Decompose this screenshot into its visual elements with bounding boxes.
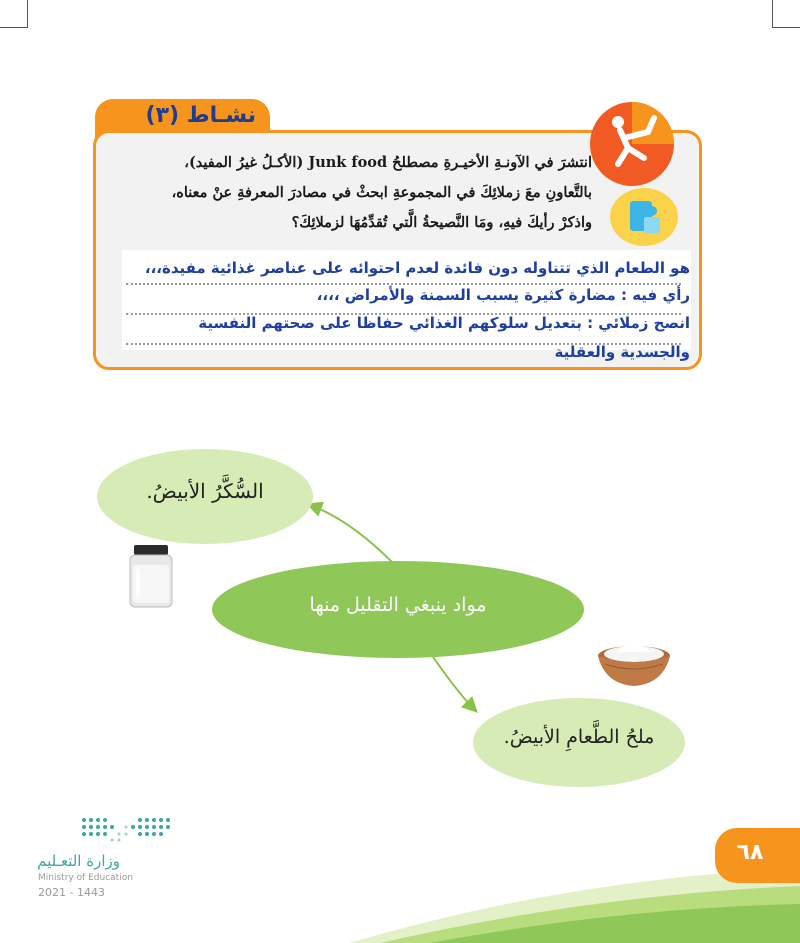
page-number-tab [715,828,800,883]
sugar-label: السُّكَّرُ الأبيضُ. [146,479,264,503]
activity-prompt-line: بالتَّعاونِ معَ زملائِكَ في المجموعةِ ابحثْ في مصادرَ المعرفةِ عنْ معناه، [171,184,592,201]
activity-title: نشـاط (٣) [145,103,256,128]
center-label: مواد ينبغي التقليل منها [309,594,487,616]
ministry-name-ar: وزارة التعـليم [37,852,120,870]
activity-prompt-line: واذكرْ رأيكَ فيهِ، ومَا النَّصيحةُ الَّتي تُقدِّمُهَا لزملائِكَ؟ [291,214,592,231]
activity-prompt-line: انتشرَ في الآونـةِ الأخيـرةِ مصطلحُ Junk food (الأكـلُ غيرُ المفيد)، [184,154,592,171]
handwritten-answer: والجسدية والعقلية [554,343,690,361]
ministry-year: 2021 - 1443 [38,886,105,899]
handwritten-answer: انصح زملائي : بتعديل سلوكهم الغذائي حفاظا على صحتهم النفسية [198,314,690,332]
handwritten-answer: رأي فيه : مضارة كثيرة يسبب السمنة والأمراض ،،،، [316,286,690,304]
handwritten-answer: هو الطعام الذي تتناوله دون فائدة لعدم احتوائه على عناصر غذائية مفيدة،،، [144,259,690,277]
page-number: ٦٨ [736,840,764,865]
ministry-name-en: Ministry of Education [38,873,133,883]
salt-label: ملحُ الطَّعامِ الأبيضُ. [503,726,655,748]
